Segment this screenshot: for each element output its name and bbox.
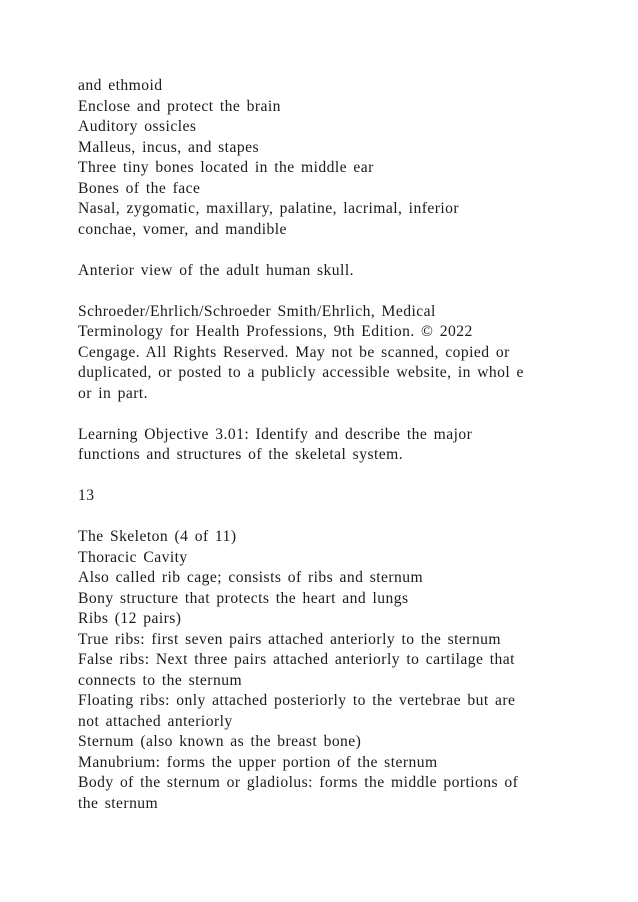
learning-objective: functions and structures of the skeletal system. [78, 446, 404, 463]
text-line: Malleus, incus, and stapes [78, 138, 259, 156]
copyright-line: or in part. [78, 384, 149, 402]
blank-line [78, 404, 618, 425]
copyright-line: Cengage. All Rights Reserved. May not be scanned, copied or [78, 343, 510, 361]
text-line: Auditory ossicles [78, 118, 197, 135]
blank-line [78, 466, 618, 487]
text-line: Nasal, zygomatic, maxillary, palatine, lacrimal, inferior [78, 200, 460, 217]
text-line: not attached anteriorly [78, 712, 233, 730]
text-line: Enclose and protect the brain [78, 97, 281, 115]
text-line: Bones of the face [78, 179, 201, 197]
learning-objective: Learning Objective 3.01: Identify and describe the major [78, 425, 473, 443]
text-line: connects to the sternum [78, 671, 243, 689]
copyright-line: Schroeder/Ehrlich/Schroeder Smith/Ehrlich, Medical [78, 302, 436, 320]
text-line: conchae, vomer, and mandible [78, 220, 287, 238]
blank-line [78, 281, 618, 302]
text-line: and ethmoid [78, 77, 163, 94]
copyright-line: Terminology for Health Professions, 9th Edition. © 2022 [78, 323, 473, 340]
text-line: False ribs: Next three pairs attached anteriorly to cartilage that [78, 651, 515, 668]
figure-caption: Anterior view of the adult human skull. [78, 261, 354, 279]
text-line: Thoracic Cavity [78, 548, 188, 566]
blank-line [78, 240, 618, 261]
blank-line [78, 507, 618, 528]
page-number: 13 [78, 487, 95, 504]
text-line: Three tiny bones located in the middle ear [78, 159, 374, 176]
text-line: the sternum [78, 794, 159, 812]
text-line: Ribs (12 pairs) [78, 610, 182, 627]
section-title: The Skeleton (4 of 11) [78, 528, 237, 545]
text-line: Also called rib cage; consists of ribs and sternum [78, 569, 424, 586]
text-line: Body of the sternum or gladiolus: forms the middle portions of [78, 774, 519, 791]
text-line: Floating ribs: only attached posteriorly to the vertebrae but are [78, 692, 516, 709]
text-line: True ribs: first seven pairs attached anteriorly to the sternum [78, 630, 501, 648]
text-line: Bony structure that protects the heart and lungs [78, 589, 409, 607]
copyright-line: duplicated, or posted to a publicly accessible website, in whol e [78, 364, 524, 381]
document-page [78, 76, 618, 814]
text-line: Manubrium: forms the upper portion of the sternum [78, 753, 438, 771]
text-line: Sternum (also known as the breast bone) [78, 733, 362, 750]
